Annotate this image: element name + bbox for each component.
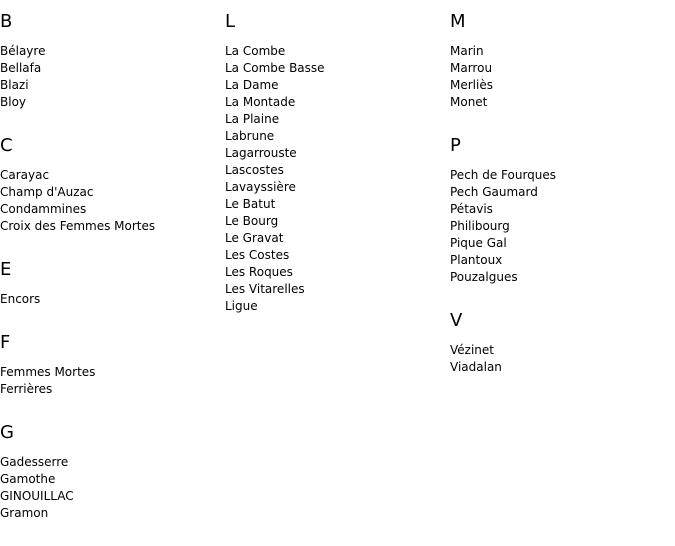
index-column	[0, 11, 220, 546]
place-list	[450, 342, 670, 376]
place-link[interactable]: Pique Gal	[450, 236, 507, 250]
letter-group	[450, 310, 670, 376]
place-link[interactable]: Marrou	[450, 61, 493, 75]
place-link[interactable]: La Dame	[225, 78, 279, 92]
place-link[interactable]: Carayac	[0, 168, 50, 182]
place-link[interactable]: La Combe Basse	[225, 61, 325, 75]
letter-group	[225, 11, 445, 315]
place-link[interactable]: La Combe	[225, 44, 286, 58]
place-link[interactable]: Pech Gaumard	[450, 185, 538, 199]
place-link[interactable]: Plantoux	[450, 253, 503, 267]
letter-group	[0, 259, 220, 308]
place-link[interactable]: Labrune	[225, 129, 275, 143]
index-column	[450, 11, 670, 400]
place-link[interactable]: Ferrières	[0, 382, 53, 396]
place-link[interactable]: Encors	[0, 292, 41, 306]
place-link[interactable]: Lascostes	[225, 163, 284, 177]
place-link[interactable]: La Plaine	[225, 112, 280, 126]
place-link[interactable]: Merliès	[450, 78, 493, 92]
letter-heading: M	[450, 11, 466, 32]
place-link[interactable]: Le Batut	[225, 197, 276, 211]
place-list	[0, 167, 220, 235]
place-link[interactable]: Les Vitarelles	[225, 282, 305, 296]
place-link[interactable]: Marin	[450, 44, 484, 58]
place-link[interactable]: Lavayssière	[225, 180, 296, 194]
place-list	[450, 43, 670, 111]
place-link[interactable]: Bloy	[0, 95, 27, 109]
place-link[interactable]: Le Bourg	[225, 214, 279, 228]
place-list	[225, 43, 445, 315]
place-link[interactable]: Philibourg	[450, 219, 510, 233]
place-link[interactable]: Pouzalgues	[450, 270, 518, 284]
place-list	[0, 291, 220, 308]
place-link[interactable]: Femmes Mortes	[0, 365, 96, 379]
place-list	[450, 167, 670, 286]
letter-heading: E	[0, 259, 12, 280]
letter-group	[0, 422, 220, 522]
letter-heading: B	[0, 11, 13, 32]
letter-group	[450, 11, 670, 111]
place-link[interactable]: Gramon	[0, 506, 49, 520]
place-link[interactable]: Pech de Fourques	[450, 168, 557, 182]
place-link[interactable]: Bélayre	[0, 44, 46, 58]
index-column	[225, 11, 445, 339]
letter-heading: P	[450, 135, 461, 156]
letter-group	[0, 135, 220, 235]
place-list	[0, 364, 220, 398]
place-link[interactable]: Croix des Femmes Mortes	[0, 219, 156, 233]
place-link[interactable]: Champ d'Auzac	[0, 185, 94, 199]
letter-heading: G	[0, 422, 14, 443]
place-link[interactable]: Le Gravat	[225, 231, 284, 245]
place-list	[0, 454, 220, 522]
place-link[interactable]: Bellafa	[0, 61, 42, 75]
letter-heading: C	[0, 135, 13, 156]
place-link[interactable]: Vézinet	[450, 343, 494, 357]
place-link[interactable]: Viadalan	[450, 360, 502, 374]
letter-group	[450, 135, 670, 286]
place-link[interactable]: Gamothe	[0, 472, 56, 486]
place-link[interactable]: La Montade	[225, 95, 296, 109]
place-link[interactable]: Pétavis	[450, 202, 493, 216]
place-link[interactable]: Lagarrouste	[225, 146, 297, 160]
place-link[interactable]: Ligue	[225, 299, 258, 313]
letter-heading: L	[225, 11, 236, 32]
place-link[interactable]: Les Roques	[225, 265, 293, 279]
place-link[interactable]: Gadesserre	[0, 455, 69, 469]
letter-heading: V	[450, 310, 463, 331]
place-list	[0, 43, 220, 111]
place-link[interactable]: Blazi	[0, 78, 29, 92]
letter-heading: F	[0, 332, 11, 353]
place-link[interactable]: Monet	[450, 95, 488, 109]
place-link[interactable]: GINOUILLAC	[0, 489, 74, 503]
letter-group	[0, 11, 220, 111]
place-link[interactable]: Condammines	[0, 202, 87, 216]
place-link[interactable]: Les Costes	[225, 248, 290, 262]
letter-group	[0, 332, 220, 398]
